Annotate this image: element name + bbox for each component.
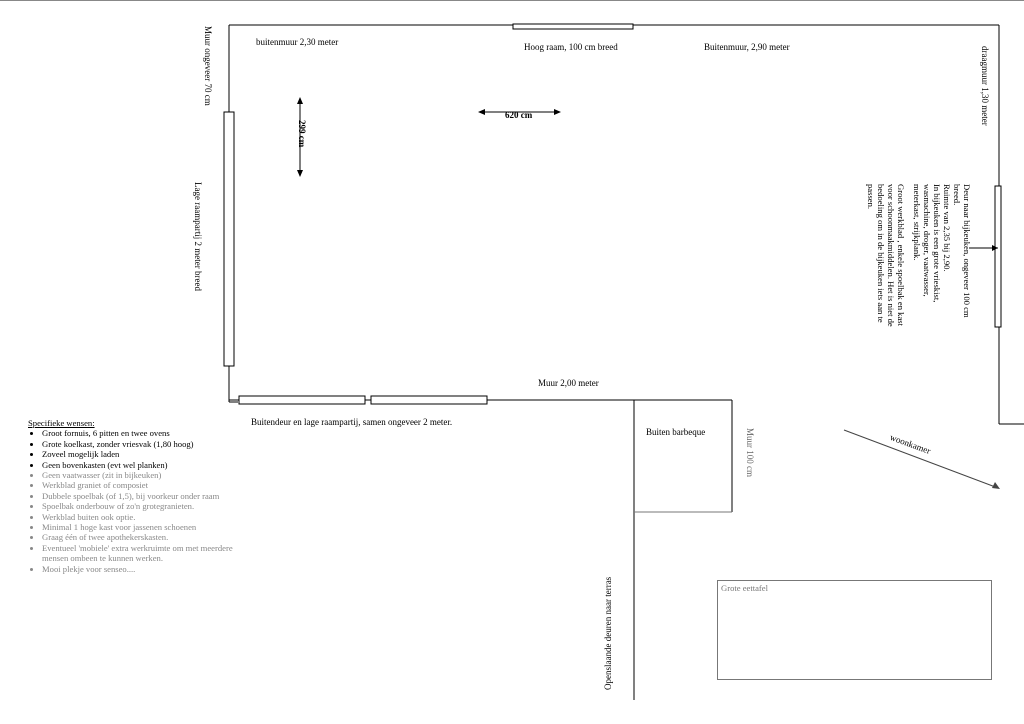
bbq-label: Buiten barbeque: [646, 427, 706, 437]
note-worktop: Groot werkblad , enkele spoelbak en kast voor schoonmaakmiddelen. Het is niet de bedoeling om in de bijkeuken iets aan te passen.: [866, 184, 906, 327]
low-window-label: Lage raampartij 2 meter breed: [193, 182, 203, 291]
dining-table-label: Grote eettafel: [721, 583, 768, 593]
width-dim-arrow-right: [554, 109, 561, 115]
terrace-doors-label: Openslaande deuren naar terras: [603, 576, 613, 690]
dining-table: [717, 580, 992, 680]
wish-item: • Mooi plekje voor senseo....: [42, 564, 258, 574]
wall-70-label: Muur ongeveer 70 cm: [203, 26, 213, 106]
note-size: Ruimte van 2,35 bij 2,90.: [942, 184, 952, 272]
depth-dim-label: 299 cm: [297, 120, 307, 148]
high-window: [513, 24, 633, 29]
living-room-arrow-head: [992, 482, 1000, 489]
wish-item: • Werkblad graniet of composiet: [42, 480, 258, 490]
depth-dim-arrow-top: [297, 97, 303, 104]
note-contents: In bijkeuken is een grote vrieskist, wasmachine, droger, vaatwasser, meterkast, strijkplank.: [912, 184, 942, 303]
wish-item: • Minimal 1 hoge kast voor jassenen schoenen: [42, 522, 258, 532]
high-window-label: Hoog raam, 100 cm breed: [524, 42, 618, 52]
wishes-title: Specifieke wensen:: [28, 418, 95, 428]
wishes-items: [28, 428, 258, 574]
outer-wall-right-label: Buitenmuur, 2,90 meter: [704, 42, 790, 52]
note-door: Deur naar bijkeuken, ongeveer 100 cm breed.: [952, 184, 972, 318]
width-dim-label: 620 cm: [505, 110, 533, 120]
low-window-strip: [224, 112, 234, 366]
wish-item: • Grote koelkast, zonder vriesvak (1,80 hoog): [42, 439, 258, 449]
depth-dim-arrow-bottom: [297, 170, 303, 177]
wish-item: • Werkblad buiten ook optie.: [42, 512, 258, 522]
outer-wall-left-label: buitenmuur 2,30 meter: [256, 37, 339, 47]
wish-item: • Graag één of twee apothekerskasten.: [42, 532, 258, 542]
living-room-label: woonkamer: [888, 432, 932, 456]
wish-item: • Geen vaatwasser (zit in bijkeuken): [42, 470, 258, 480]
wall-200-label: Muur 2,00 meter: [538, 378, 599, 388]
back-door-window-1: [239, 396, 365, 404]
wish-item: • Groot fornuis, 6 pitten en twee ovens: [42, 428, 258, 438]
wish-item: • Geen bovenkasten (evt wel planken): [42, 460, 258, 470]
wall-130-label: draagmuur 1,30 meter: [980, 46, 990, 126]
wish-item: • Dubbele spoelbak (of 1,5), bij voorkeur onder raam: [42, 491, 258, 501]
width-dim-arrow-left: [478, 109, 485, 115]
back-door-label: Buitendeur en lage raampartij, samen ongeveer 2 meter.: [251, 417, 453, 427]
wish-item: • Zoveel mogelijk laden: [42, 449, 258, 459]
wishes-list: [28, 418, 258, 574]
wish-item: • Eventueel 'mobiele' extra werkruimte om met meerdere mensen ombeen te kunnen werken.: [42, 543, 258, 564]
wish-item: • Spoelbak onderbouw of zo'n grotegranieten.: [42, 501, 258, 511]
utility-room-note: [866, 184, 972, 334]
living-room-arrow-line: [844, 430, 998, 488]
utility-door: [995, 186, 1001, 327]
back-door-window-2: [371, 396, 487, 404]
wall-100-label: Muur 100 cm: [745, 428, 755, 477]
